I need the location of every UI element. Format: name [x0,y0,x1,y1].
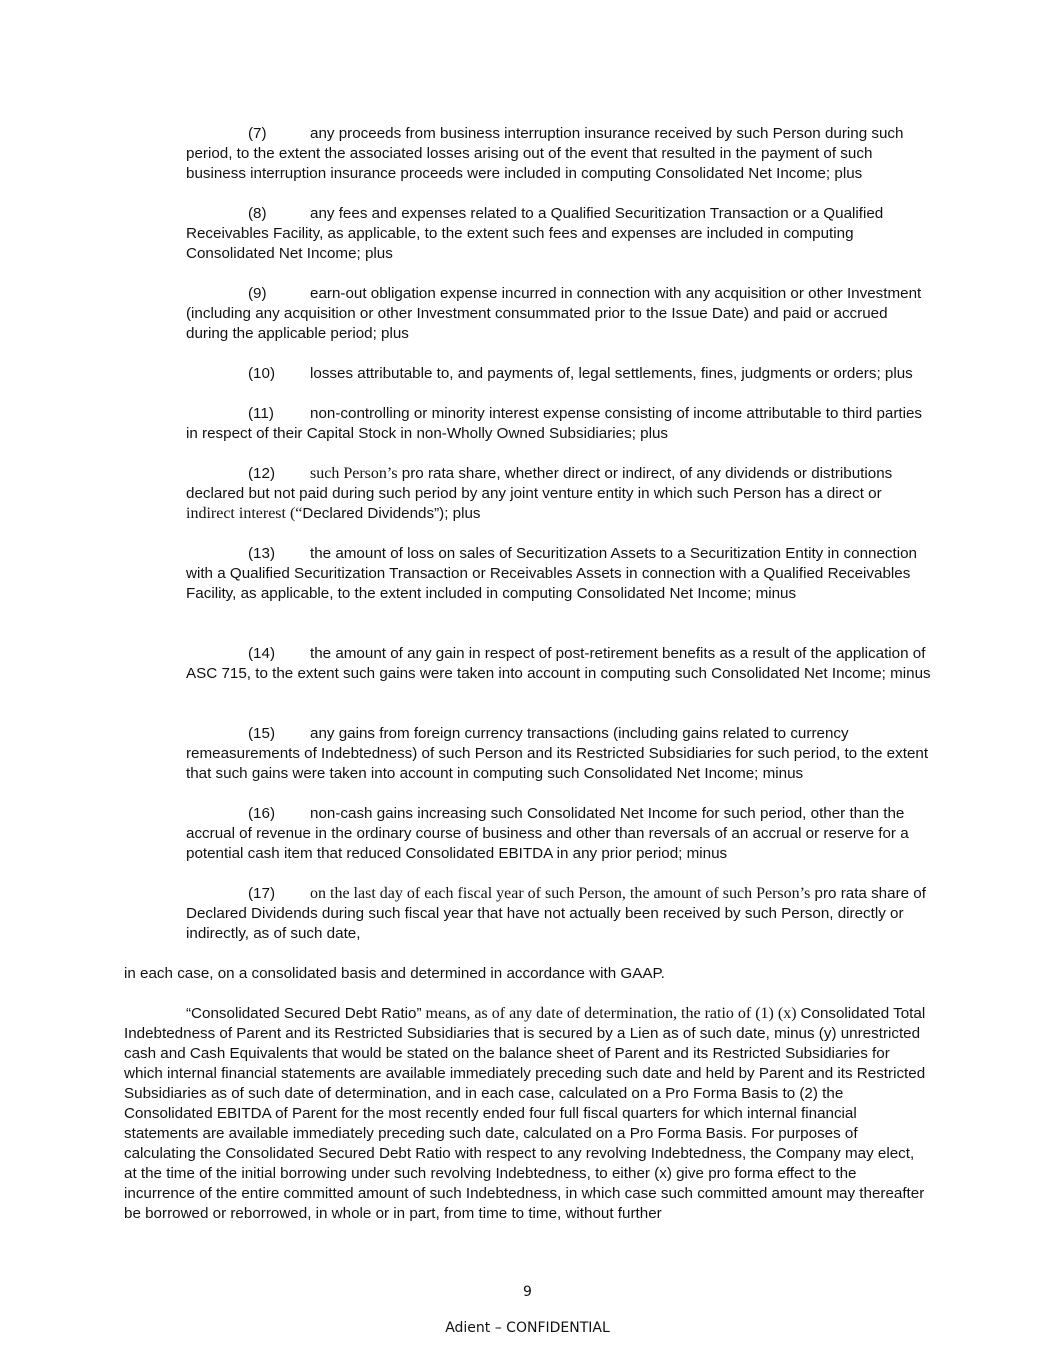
clause-number: (13) [248,545,276,562]
clause-text: pro rata share, whether direct or indirect, of any dividends or distributions declared but not paid during such period by any joint venture entity in which such Person has a direct or [186,465,893,502]
defined-term: “Consolidated Secured Debt Ratio” [186,1005,422,1022]
clause-9 [186,284,931,344]
clause-number: (14) [248,645,276,662]
clause-number: (9) [248,285,267,302]
clause-text: the amount of loss on sales of Securitization Assets to a Securitization Entity in connection with a Qualified Securitization Transaction or Receivables Assets in connection with a Qualified Receivables Facility, as applicable, to the extent included in computing Consolidated Net Income; minus [186,545,917,602]
clause-16 [186,804,931,864]
clause-number: (15) [248,725,276,742]
clause-number: (10) [248,365,276,382]
clause-13 [186,544,931,604]
clause-11 [186,404,931,444]
clause-text-serif: on the last day of each fiscal year of such Person, the amount of such Person’s [310,885,811,902]
clause-10 [186,364,931,384]
clause-number: (8) [248,205,267,222]
clause-text: losses attributable to, and payments of, legal settlements, fines, judgments or orders; plus [310,365,913,382]
clause-number: (16) [248,805,276,822]
clause-12 [186,464,931,524]
clause-17 [186,884,931,944]
closing-paragraph: in each case, on a consolidated basis and determined in accordance with GAAP. [124,965,665,982]
clause-text: non-cash gains increasing such Consolidated Net Income for such period, other than the accrual of revenue in the ordinary course of business and other than reversals of an accrual or reserve for a potential cash item that reduced Consolidated EBITDA in any prior period; minus [186,805,909,862]
clause-number: (17) [248,885,276,902]
clause-text: pro rata share of Declared Dividends during such fiscal year that have not actually been received by such Person, directly or indirectly, as of such date, [186,885,926,942]
clause-text: Declared Dividends”); plus [302,505,481,522]
clause-text: any fees and expenses related to a Qualified Securitization Transaction or a Qualified Receivables Facility, as applicable, to the extent such fees and expenses are included in computing Consolidated Net Income; plus [186,205,884,262]
clause-text: the amount of any gain in respect of post-retirement benefits as a result of the application of ASC 715, to the extent such gains were taken into account in computing such Consolidated Net Income; minus [186,645,931,682]
clause-text: any proceeds from business interruption insurance received by such Person during such period, to the extent the associated losses arising out of the event that resulted in the payment of such business interruption insurance proceeds were included in computing Consolidated Net Income; plus [186,125,904,182]
clause-text-serif: such Person’s [310,465,398,482]
confidential-footer: Adient – CONFIDENTIAL [445,1320,610,1336]
clause-14 [186,644,931,684]
clause-number: (11) [248,405,274,422]
page-number: 9 [523,1284,532,1300]
clause-number: (7) [248,125,267,142]
clause-8 [186,204,931,264]
clause-text: any gains from foreign currency transactions (including gains related to currency remeasurements of Indebtedness) of such Person and its Restricted Subsidiaries for such period, to the extent that such gains were taken into account in computing such Consolidated Net Income; minus [186,725,929,782]
clause-number: (12) [248,465,276,482]
clause-text: earn-out obligation expense incurred in connection with any acquisition or other Investment (including any acquisition or other Investment consummated prior to the Issue Date) and paid or accrued during the applicable period; plus [186,285,922,342]
definition-lead: means, as of any date of determination, the ratio of (1) (x) [421,1005,801,1022]
definition-paragraph [124,1004,929,1224]
clause-text-serif: indirect interest (“ [186,505,303,522]
clause-15 [186,724,931,784]
definition-body: Consolidated Total Indebtedness of Parent and its Restricted Subsidiaries that is secured by a Lien as of such date, minus (y) unrestricted cash and Cash Equivalents that would be stated on the balance sheet of Parent and its Restricted Subsidiaries for which internal financial statements are available immediately preceding such date and held by Parent and its Restricted Subsidiaries as of such date of determination, and in each case, calculated on a Pro Forma Basis to (2) the Consolidated EBITDA of Parent for the most recently ended four full fiscal quarters for which internal financial statements are available immediately preceding such date, calculated on a Pro Forma Basis. For purposes of calculating the Consolidated Secured Debt Ratio with respect to any revolving Indebtedness, the Company may elect, at the time of the initial borrowing under such revolving Indebtedness, to either (x) give pro forma effect to the incurrence of the entire committed amount of such Indebtedness, in which case such committed amount may thereafter be borrowed or reborrowed, in whole or in part, from time to time, without further [124,1005,926,1222]
clause-7 [186,124,931,184]
clause-text: non-controlling or minority interest expense consisting of income attributable to third parties in respect of their Capital Stock in non-Wholly Owned Subsidiaries; plus [186,405,923,442]
